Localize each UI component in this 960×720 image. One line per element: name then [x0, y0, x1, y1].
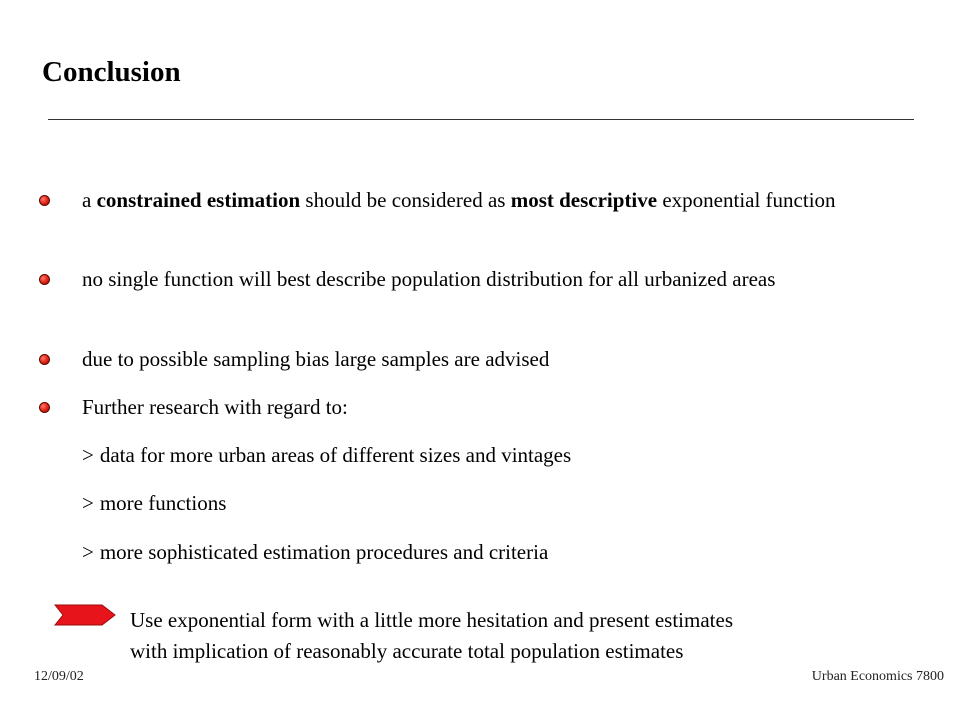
bullet-text-segment: should be considered as — [300, 188, 511, 212]
title-divider — [48, 119, 914, 120]
slide-title: Conclusion — [42, 56, 181, 88]
footer-date: 12/09/02 — [34, 669, 84, 684]
sub-item-text: data for more urban areas of different sizes and vintages — [99, 443, 572, 467]
sub-item-text: more functions — [99, 491, 227, 515]
callout-line: Use exponential form with a little more hesitation and present estimates — [130, 608, 734, 632]
bullet-icon — [39, 402, 50, 413]
sub-item — [82, 537, 548, 568]
bullet-text: no single function will best describe population distribution for all urbanized areas — [82, 267, 776, 291]
sub-item-text: more sophisticated estimation procedures and criteria — [99, 540, 549, 564]
sub-item-marker: > — [82, 443, 94, 467]
bullet-text — [82, 185, 952, 216]
bullet-icon — [39, 195, 50, 206]
footer-course: Urban Economics 7800 — [811, 669, 944, 684]
conclusion-callout — [130, 605, 930, 667]
callout-line: with implication of reasonably accurate total population estimates — [130, 639, 684, 663]
red-arrow-icon — [54, 604, 116, 626]
bullet-text-bold: constrained estimation — [96, 188, 301, 212]
bullet-text: Further research with regard to: — [82, 395, 348, 419]
bullet-text-bold: most descriptive — [510, 188, 658, 212]
sub-item — [82, 488, 226, 519]
bullet-text: due to possible sampling bias large samples are advised — [82, 347, 550, 371]
bullet-icon — [39, 354, 50, 365]
bullet-text-segment: exponential function — [657, 188, 836, 212]
sub-item-marker: > — [82, 491, 94, 515]
sub-item-marker: > — [82, 540, 94, 564]
sub-item — [82, 440, 571, 471]
bullet-icon — [39, 274, 50, 285]
bullet-text-segment: a — [82, 188, 97, 212]
